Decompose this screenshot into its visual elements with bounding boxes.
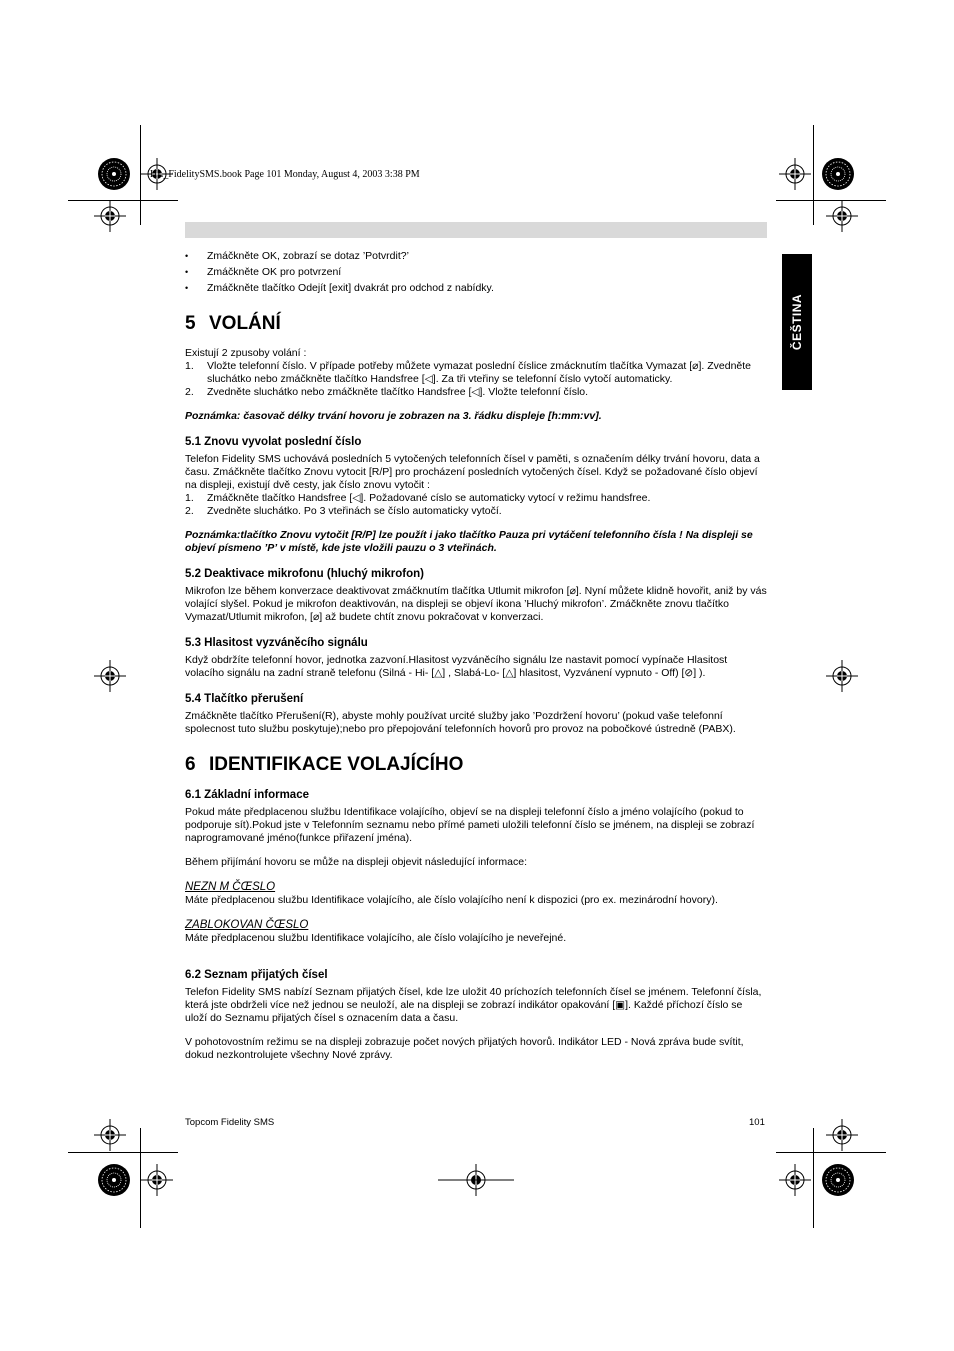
bullet-item: • Zmáčkněte OK pro potvrzení (185, 266, 767, 279)
section-6-heading (185, 754, 767, 776)
section-number: 5 (185, 313, 196, 334)
section-5-heading (185, 313, 767, 335)
step-item (185, 492, 767, 505)
step-number: 2. (185, 505, 194, 517)
display-term-blocked: ZABLOKOVAN ČŒSLO (185, 919, 309, 931)
step-text: Zmáčkněte tlačítko Handsfree [◁]. Požadované císlo se automaticky vytocí v režimu handsfree. (207, 492, 651, 504)
bullet-item: • Zmáčkněte tlačítko Odejít [exit] dvakrát pro odchod z nabídky. (185, 282, 767, 295)
subsection-5-2-text: Mikrofon lze během konverzace deaktivovat zmáčknutím tlačítka Utlumit mikrofon [⌀]. Nyní můžete klidně hovořit, aniž by vás volající slyšel. Pokud je mikrofon deaktivován, na displeji se objeví ikona ’Hluchý mikrofon’. Zmáčkněte znovu tlačítko Vymazat/Utlumit mikrofon, [⌀] až budete chtít znovu pokračovat v konverzaci. (185, 585, 767, 623)
step-text: Zvedněte sluchátko. Po 3 vteřinách se číslo automaticky vytočí. (207, 505, 502, 517)
timer-note: Poznámka: časovač délky trvání hovoru je zobrazen na 3. řádku displeje [h:mm:vv]. (185, 410, 602, 422)
subsection-5-3-title: 5.3 Hlasitost vyzváněcího signálu (185, 637, 368, 649)
step-number: 2. (185, 386, 194, 398)
subsection-5-2-title: 5.2 Deaktivace mikrofonu (hluchý mikrofon) (185, 568, 425, 580)
bullet-item: • Zmáčkněte OK, zobrazí se dotaz ’Potvrdit?’ (185, 250, 767, 263)
subsection-6-1-title: 6.1 Základní informace (185, 789, 309, 801)
display-term-unknown-text: Máte předplacenou službu Identifikace volajícího, ale číslo volajícího není k dispozici (pro ex. mezinárodní hovory). (185, 894, 718, 906)
footer-product: Topcom Fidelity SMS (185, 1117, 275, 1128)
subsection-5-1-text: Telefon Fidelity SMS uchovává posledních 5 vytočených telefonních čísel v paměti, s označením délky trvání hovoru, data a času. Zmáčkněte tlačítko Znovu vytocit [R/P] pro procházení posledních vytočených čísel. Když se požadované číslo objeví na displeji, existují dvě cesty, jak číslo znovu vytočit : (185, 453, 760, 491)
display-term-blocked-text: Máte předplacenou službu Identifikace volajícího, ale číslo volajícího je neveřejné. (185, 932, 567, 944)
step-text: Vložte telefonní číslo. V případe potřeby můžete vymazat poslední číslice zmácknutím tlačítka Vymazat [⌀]. Zvedněte sluchátko nebo zmáčkněte tlačítko Handsfree [◁]. Za tři vteřiny se telefonní číslo vytočí automaticky. (207, 360, 752, 385)
step-number: 1. (185, 492, 194, 504)
section-title: VOLÁNÍ (209, 313, 281, 334)
subsection-5-1-title: 5.1 Znovu vyvolat poslední číslo (185, 436, 362, 448)
book-header: HL_FidelitySMS.book Page 101 Monday, August 4, 2003 3:38 PM (150, 169, 420, 180)
step-item (185, 360, 767, 386)
subsection-5-4-title: 5.4 Tlačítko přerušení (185, 693, 304, 705)
step-item (185, 505, 767, 518)
section-title: IDENTIFIKACE VOLAJÍCÍHO (209, 754, 464, 775)
step-text: Zvedněte sluchátko nebo zmáčkněte tlačítko Handsfree [◁]. Vložte telefonní číslo. (207, 386, 589, 398)
section-5-intro: Existují 2 zpusoby volání : (185, 347, 307, 359)
step-number: 1. (185, 360, 194, 372)
language-tab (782, 254, 812, 390)
redial-steps (185, 492, 767, 518)
display-term-unknown: NEZN M ČŒSLO (185, 881, 276, 893)
page-number: 101 (749, 1117, 765, 1128)
page-content (185, 250, 767, 1062)
subsection-6-1-text: Pokud máte předplacenou službu Identifikace volajícího, objeví se na displeji telefonní číslo a jméno volajícího (pokud to podporuje sít).Pokud jste v Telefonním seznamu nebo přímé pameti uložili telefonní číslo se jménem, na displeji se zobrazí naprogramované jméno(funkce přiřazení jména). (185, 806, 755, 844)
redial-note: Poznámka:tlačítko Znovu vytočit [R/P] lze použít i jako tlačítko Pauza pri vytáčení telefonního čísla ! Na displeji se objeví písmeno ’P’ v místě, kde jste vložili pauzu o 3 vteřinách. (185, 529, 753, 554)
header-bar (185, 222, 767, 238)
subsection-6-1-text-2: Během přijímání hovoru se může na displeji objevit následující informace: (185, 856, 528, 868)
step-item (185, 386, 767, 399)
section-number: 6 (185, 754, 196, 775)
subsection-6-2-text-2: V pohotovostním režimu se na displeji zobrazuje počet nových přijatých hovorů. Indikátor LED - Nová zpráva bude svítit, dokud nezkontrolujete všechny Nové zprávy. (185, 1036, 744, 1061)
subsection-6-2-text: Telefon Fidelity SMS nabízí Seznam přijatých čísel, kde lze uložit 40 príchozích telefonních čísel se jménem. Telefonní čísla, která jste obdrželi více než jednou se neuloží, ale na displeji se zobrazí indikátor opakování [▣]. Každé příchozí číslo se uloží do Seznamu přijatých čísel s oznacením data a času. (185, 986, 762, 1024)
subsection-5-4-text: Zmáčkněte tlačítko Přerušení(R), abyste mohly používat urcité služby jako ’Pozdržení hovoru’ (pokud vaše telefonní spolecnost tuto službu poskytuje);nebo pro přepojování telefonních hovorů pro provoz na pobočkové ústredně (PABX). (185, 710, 736, 735)
language-tab-label: ČEŠTINA (790, 293, 804, 351)
subsection-5-3-text: Když obdržíte telefonní hovor, jednotka zazvoní.Hlasitost vyzváněcího signálu lze nastavit pomocí vypínače Hlasitost volacího signálu na zadní straně telefonu (Silná - Hi- [△] , Slabá-Lo- [△] hlasitost, Vyzvánení vypnuto - Off) [⊘] ). (185, 654, 728, 679)
intro-bullets (185, 250, 767, 295)
subsection-6-2-title: 6.2 Seznam přijatých čísel (185, 969, 328, 981)
section-5-steps (185, 360, 767, 399)
